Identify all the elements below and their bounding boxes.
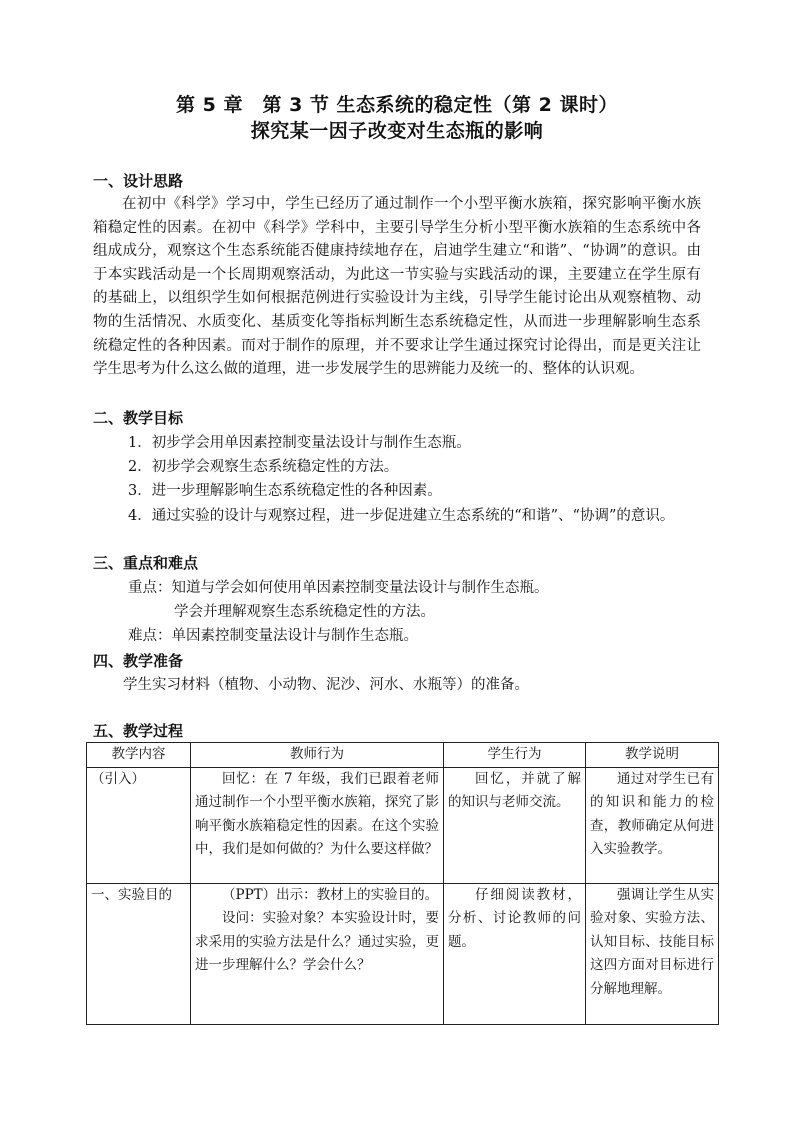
table-header-row: [87, 743, 719, 768]
cell-teacher: 回忆：在 7 年级，我们已跟着老师通过制作一个小型平衡水族箱，探究了影响平衡水族箱稳定性的因素。在这个实验中，我们是如何做的？为什么要这样做？: [191, 767, 444, 883]
header-note: 教学说明: [586, 743, 719, 768]
section-heading-key-points: 三、重点和难点: [93, 554, 199, 572]
teaching-process-table: [86, 742, 719, 1025]
teacher-text-b: 设问：实验对象？本实验设计时，要求采用的实验方法是什么？通过实验，更进一步理解什么？学会什么？: [195, 910, 439, 973]
document-subtitle: 探究某一因子改变对生态瓶的影响: [250, 120, 544, 142]
cell-student: 回忆，并就了解的知识与老师交流。: [444, 767, 586, 883]
difficulty-line: 难点：单因素控制变量法设计与制作生态瓶。: [128, 628, 418, 644]
header-teacher: 教师行为: [191, 743, 444, 768]
preparation-text: 学生实习材料（植物、小动物、泥沙、河水、水瓶等）的准备。: [123, 677, 529, 693]
header-content: 教学内容: [87, 743, 191, 768]
table-row: [87, 767, 719, 883]
cell-teacher: [191, 883, 444, 1024]
teacher-text-a: （PPT）出示：教材上的实验目的。: [222, 886, 439, 903]
key-point-line-2: 学会并理解观察生态系统稳定性的方法。: [174, 604, 435, 620]
objective-item-1: 1．初步学会用单因素控制变量法设计与制作生态瓶。: [128, 435, 471, 451]
document-title: 第 5 章 第 3 节 生态系统的稳定性（第 2 课时）: [176, 94, 618, 116]
cell-content: （引入）: [87, 767, 191, 883]
table-row: [87, 883, 719, 1024]
header-student: 学生行为: [444, 743, 586, 768]
section-heading-process: 五、教学过程: [93, 722, 184, 740]
section-heading-design-idea: 一、设计思路: [93, 172, 184, 190]
objective-item-2: 2．初步学会观察生态系统稳定性的方法。: [128, 459, 399, 475]
cell-note: 强调让学生从实验对象、实验方法、认知目标、技能目标这四方面对目标进行分解地理解。: [586, 883, 719, 1024]
cell-content: 一、实验目的: [87, 883, 191, 1024]
objective-item-4: 4．通过实验的设计与观察过程，进一步促进建立生态系统的“和谐”、“协调”的意识。: [128, 508, 675, 524]
cell-note: 通过对学生已有的知识和能力的检查，教师确定从何进入实验教学。: [586, 767, 719, 883]
cell-student: 仔细阅读教材，分析、讨论教师的问题。: [444, 883, 586, 1024]
objective-item-3: 3．进一步理解影响生态系统稳定性的各种因素。: [128, 483, 442, 499]
section-heading-objectives: 二、教学目标: [93, 409, 184, 427]
key-point-line: 重点：知道与学会如何使用单因素控制变量法设计与制作生态瓶。: [128, 580, 549, 596]
section-heading-preparation: 四、教学准备: [93, 652, 184, 670]
design-idea-paragraph: 在初中《科学》学习中，学生已经历了通过制作一个小型平衡水族箱，探究影响平衡水族箱稳定性的因素。在初中《科学》学科中，主要引导学生分析小型平衡水族箱的生态系统中各组成成分，观察这个生态系统能否健康持续地存在，启迪学生建立“和谐”、“协调”的意识。由于本实践活动是一个长周期观察活动，为此这一节实验与实践活动的课，主要建立在学生原有的基础上，以组织学生如何根据范例进行实验设计为主线，引导学生能讨论出从观察植物、动物的生活情况、水质变化、基质变化等指标判断生态系统稳定性，从而进一步理解影响生态系统稳定性的各种因素。而对于制作的原理，并不要求让学生通过探究讨论得出，而是更关注让学生思考为什么这么做的道理，进一步发展学生的思辨能力及统一的、整体的认识观。: [93, 196, 701, 378]
